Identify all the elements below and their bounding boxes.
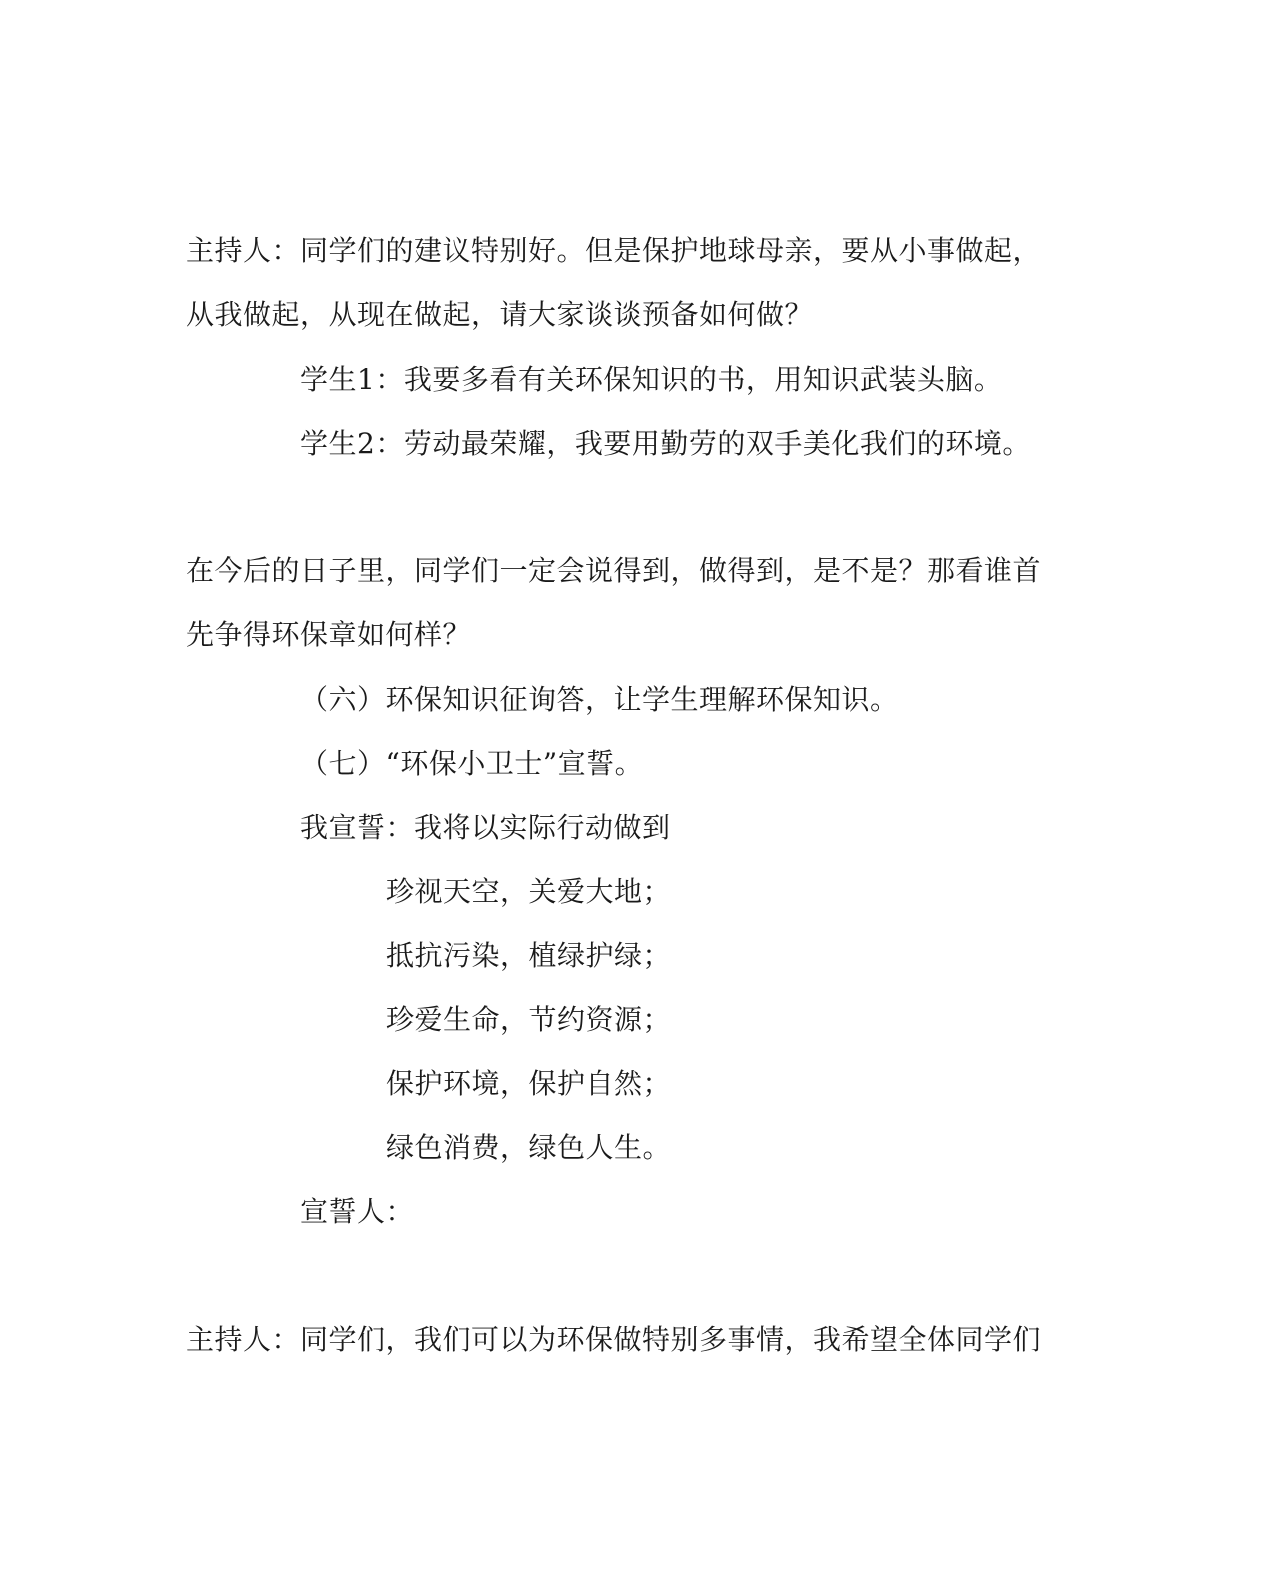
oath-item-4: 保护环境，保护自然； bbox=[386, 1067, 672, 1100]
host-paragraph-line-1: 主持人：同学们的建议特别好。但是保护地球母亲，要从小事做起， bbox=[186, 234, 1042, 267]
oath-item-5: 绿色消费，绿色人生。 bbox=[386, 1131, 672, 1164]
section-seven-heading: （七）“环保小卫士”宣誓。 bbox=[300, 747, 644, 780]
oath-item-3: 珍爱生命，节约资源； bbox=[386, 1003, 672, 1036]
student-1-line: 学生1：我要多看有关环保知识的书，用知识武装头脑。 bbox=[300, 363, 1003, 396]
student-2-line: 学生2：劳动最荣耀，我要用勤劳的双手美化我们的环境。 bbox=[300, 427, 1031, 460]
oath-item-1: 珍视天空，关爱大地； bbox=[386, 875, 672, 908]
future-paragraph-line-1: 在今后的日子里，同学们一定会说得到，做得到，是不是？那看谁首 bbox=[186, 554, 1042, 587]
oath-intro-line: 我宣誓：我将以实际行动做到 bbox=[300, 811, 671, 844]
future-paragraph-line-2: 先争得环保章如何样？ bbox=[186, 618, 472, 651]
host-closing-line: 主持人：同学们，我们可以为环保做特别多事情，我希望全体同学们 bbox=[186, 1323, 1042, 1356]
host-paragraph-line-2: 从我做起，从现在做起，请大家谈谈预备如何做？ bbox=[186, 298, 814, 331]
oath-item-2: 抵抗污染，植绿护绿； bbox=[386, 939, 672, 972]
oath-signer-label: 宣誓人： bbox=[300, 1195, 415, 1228]
section-six-heading: （六）环保知识征询答，让学生理解环保知识。 bbox=[300, 683, 899, 716]
